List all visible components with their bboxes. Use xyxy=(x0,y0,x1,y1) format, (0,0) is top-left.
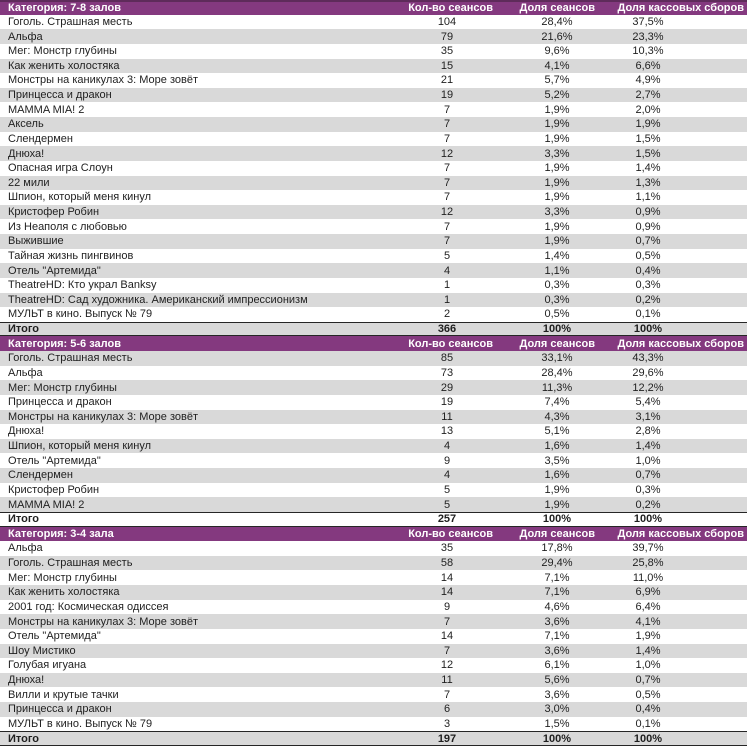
sessions-share-cell: 0,5% xyxy=(544,308,570,321)
table-row xyxy=(0,570,747,585)
movie-title-cell: Из Неаполя с любовью xyxy=(8,220,127,233)
sessions-share-cell: 100% xyxy=(542,323,572,336)
table-row xyxy=(0,556,747,571)
category-label: Категория: 7-8 залов xyxy=(8,2,121,15)
table-row xyxy=(0,351,747,366)
table-row xyxy=(0,263,747,278)
sessions-share-cell: 0,3% xyxy=(544,293,570,306)
sessions-count-cell: 35 xyxy=(440,542,454,555)
sessions-share-cell: 28,4% xyxy=(541,366,573,379)
table-row xyxy=(0,614,747,629)
col-header-sessions-share: Доля сеансов xyxy=(519,2,595,15)
sessions-count-cell: 85 xyxy=(440,352,454,365)
total-row xyxy=(0,731,747,746)
movie-title-cell: Аксель xyxy=(8,118,44,131)
col-header-boxoffice-share: Доля кассовых сборов xyxy=(617,337,744,350)
sessions-share-cell: 4,3% xyxy=(544,410,570,423)
movie-title-cell: Гоголь. Страшная месть xyxy=(8,15,133,28)
sessions-count-cell: 15 xyxy=(440,59,454,72)
movie-title-cell: Выжившие xyxy=(8,235,64,248)
col-header-boxoffice-share: Доля кассовых сборов xyxy=(617,2,744,15)
table-row xyxy=(0,219,747,234)
boxoffice-share-cell: 0,7% xyxy=(635,674,661,687)
sessions-share-cell: 7,4% xyxy=(544,396,570,409)
sessions-share-cell: 4,1% xyxy=(544,59,570,72)
movie-title-cell: Отель "Артемида" xyxy=(8,264,101,277)
table-row xyxy=(0,673,747,688)
table-row xyxy=(0,658,747,673)
boxoffice-share-cell: 6,9% xyxy=(635,586,661,599)
sessions-count-cell: 11 xyxy=(441,410,453,423)
boxoffice-share-cell: 1,5% xyxy=(635,132,661,145)
sessions-share-cell: 1,9% xyxy=(544,162,570,175)
sessions-share-cell: 3,3% xyxy=(544,206,570,219)
movie-title-cell: Итого xyxy=(8,323,40,336)
boxoffice-share-cell: 0,3% xyxy=(635,483,661,496)
sessions-count-cell: 7 xyxy=(443,118,451,131)
sessions-share-cell: 1,4% xyxy=(544,249,570,262)
sessions-share-cell: 33,1% xyxy=(541,352,573,365)
sessions-count-cell: 14 xyxy=(440,586,454,599)
sessions-count-cell: 35 xyxy=(440,45,454,58)
table-row xyxy=(0,205,747,220)
movie-title-cell: Мег: Монстр глубины xyxy=(8,381,117,394)
sessions-count-cell: 7 xyxy=(443,176,451,189)
movie-title-cell: Шоу Мистико xyxy=(8,644,76,657)
sessions-share-cell: 100% xyxy=(542,732,572,745)
sessions-count-cell: 7 xyxy=(443,162,451,175)
table-row xyxy=(0,629,747,644)
boxoffice-share-cell: 1,9% xyxy=(635,630,661,643)
movie-title-cell: Итого xyxy=(8,732,40,745)
table-row xyxy=(0,132,747,147)
sessions-count-cell: 9 xyxy=(443,454,451,467)
sessions-share-cell: 5,1% xyxy=(544,425,570,438)
movie-title-cell: МУЛЬТ в кино. Выпуск № 79 xyxy=(8,308,153,321)
movie-title-cell: Шпион, который меня кинул xyxy=(8,191,152,204)
boxoffice-share-cell: 1,4% xyxy=(635,162,661,175)
boxoffice-share-cell: 1,5% xyxy=(635,147,661,160)
table-row xyxy=(0,483,747,498)
boxoffice-share-cell: 23,3% xyxy=(632,30,664,43)
sessions-share-cell: 5,7% xyxy=(544,74,570,87)
boxoffice-share-cell: 1,1% xyxy=(635,191,661,204)
sessions-share-cell: 29,4% xyxy=(541,557,573,570)
boxoffice-share-cell: 0,3% xyxy=(635,279,661,292)
sessions-share-cell: 7,1% xyxy=(544,586,570,599)
movie-title-cell: Мег: Монстр глубины xyxy=(8,571,117,584)
sessions-share-cell: 3,6% xyxy=(544,688,570,701)
boxoffice-share-cell: 3,1% xyxy=(635,410,661,423)
table-row xyxy=(0,176,747,191)
sessions-count-cell: 197 xyxy=(437,732,457,745)
movie-title-cell: Монстры на каникулах 3: Море зовёт xyxy=(8,410,198,423)
table-row xyxy=(0,190,747,205)
sessions-share-cell: 21,6% xyxy=(541,30,573,43)
sessions-count-cell: 1 xyxy=(443,293,451,306)
movie-title-cell: Монстры на каникулах 3: Море зовёт xyxy=(8,74,198,87)
sessions-count-cell: 6 xyxy=(443,703,451,716)
sessions-count-cell: 2 xyxy=(443,308,451,321)
sessions-count-cell: 12 xyxy=(440,147,454,160)
sessions-count-cell: 79 xyxy=(440,30,454,43)
table-row xyxy=(0,59,747,74)
sessions-count-cell: 14 xyxy=(440,571,454,584)
category-label: Категория: 3-4 зала xyxy=(8,527,114,540)
sessions-count-cell: 366 xyxy=(437,323,457,336)
sessions-share-cell: 1,9% xyxy=(544,103,570,116)
boxoffice-share-cell: 10,3% xyxy=(632,45,664,58)
movie-title-cell: Опасная игра Слоун xyxy=(8,162,113,175)
boxoffice-share-cell: 4,9% xyxy=(635,74,661,87)
movie-title-cell: Монстры на каникулах 3: Море зовёт xyxy=(8,615,198,628)
movie-title-cell: Принцесса и дракон xyxy=(8,89,112,102)
sessions-count-cell: 19 xyxy=(440,396,454,409)
movie-title-cell: TheatreHD: Сад художника. Американский импрессионизм xyxy=(8,293,308,306)
movie-title-cell: Принцесса и дракон xyxy=(8,396,112,409)
boxoffice-share-cell: 0,7% xyxy=(635,469,661,482)
movie-title-cell: 2001 год: Космическая одиссея xyxy=(8,600,169,613)
table-row xyxy=(0,161,747,176)
sessions-count-cell: 4 xyxy=(443,440,451,453)
sessions-share-cell: 1,9% xyxy=(544,191,570,204)
sessions-count-cell: 7 xyxy=(443,191,451,204)
movie-title-cell: Альфа xyxy=(8,366,43,379)
movie-title-cell: Альфа xyxy=(8,542,43,555)
boxoffice-share-cell: 1,0% xyxy=(635,659,661,672)
sessions-count-cell: 5 xyxy=(443,249,451,262)
movie-title-cell: Отель "Артемида" xyxy=(8,630,101,643)
movie-title-cell: Как женить холостяка xyxy=(8,59,120,72)
boxoffice-share-cell: 100% xyxy=(633,732,663,745)
movie-title-cell: Отель "Артемида" xyxy=(8,454,101,467)
boxoffice-share-cell: 25,8% xyxy=(632,557,664,570)
boxoffice-share-cell: 39,7% xyxy=(632,542,664,555)
table-row xyxy=(0,278,747,293)
table-row xyxy=(0,687,747,702)
sessions-count-cell: 12 xyxy=(440,659,454,672)
movie-title-cell: Тайная жизнь пингвинов xyxy=(8,249,134,262)
movie-title-cell: Гоголь. Страшная месть xyxy=(8,557,133,570)
sessions-count-cell: 5 xyxy=(443,498,451,511)
sessions-share-cell: 1,9% xyxy=(544,483,570,496)
table-row xyxy=(0,702,747,717)
sessions-count-cell: 3 xyxy=(443,717,451,730)
table-row xyxy=(0,380,747,395)
boxoffice-share-cell: 0,9% xyxy=(635,206,661,219)
boxoffice-share-cell: 1,0% xyxy=(635,454,661,467)
boxoffice-share-cell: 0,1% xyxy=(635,717,661,730)
sessions-share-cell: 3,5% xyxy=(544,454,570,467)
table-row xyxy=(0,424,747,439)
boxoffice-share-cell: 2,0% xyxy=(635,103,661,116)
movie-title-cell: Слендермен xyxy=(8,469,73,482)
boxoffice-share-cell: 0,9% xyxy=(635,220,661,233)
movie-title-cell: Гоголь. Страшная месть xyxy=(8,352,133,365)
sessions-count-cell: 58 xyxy=(440,557,454,570)
table-row xyxy=(0,600,747,615)
table-row xyxy=(0,15,747,30)
movie-title-cell: 22 мили xyxy=(8,176,50,189)
sessions-count-cell: 9 xyxy=(443,600,451,613)
sessions-share-cell: 1,5% xyxy=(544,717,570,730)
sessions-share-cell: 3,0% xyxy=(544,703,570,716)
movie-title-cell: Днюха! xyxy=(8,147,45,160)
boxoffice-share-cell: 0,5% xyxy=(635,688,661,701)
movie-title-cell: Как женить холостяка xyxy=(8,586,120,599)
sessions-count-cell: 11 xyxy=(441,674,453,687)
movie-title-cell: МУЛЬТ в кино. Выпуск № 79 xyxy=(8,717,153,730)
section-header-row xyxy=(0,336,747,351)
boxoffice-share-cell: 2,7% xyxy=(635,89,661,102)
table-row xyxy=(0,293,747,308)
sessions-count-cell: 7 xyxy=(443,688,451,701)
sessions-count-cell: 104 xyxy=(437,15,457,28)
sessions-share-cell: 5,6% xyxy=(544,674,570,687)
boxoffice-share-cell: 29,6% xyxy=(632,366,664,379)
boxoffice-share-cell: 0,4% xyxy=(635,264,661,277)
total-row xyxy=(0,512,747,527)
sessions-share-cell: 17,8% xyxy=(541,542,573,555)
table-row xyxy=(0,395,747,410)
movie-title-cell: TheatreHD: Кто украл Banksy xyxy=(8,279,157,292)
table-row xyxy=(0,453,747,468)
sessions-count-cell: 7 xyxy=(443,235,451,248)
boxoffice-share-cell: 37,5% xyxy=(632,15,664,28)
sessions-share-cell: 1,9% xyxy=(544,220,570,233)
boxoffice-share-cell: 0,5% xyxy=(635,249,661,262)
movie-title-cell: Принцесса и дракон xyxy=(8,703,112,716)
sessions-count-cell: 19 xyxy=(440,89,454,102)
col-header-sessions: Кол-во сеансов xyxy=(408,527,493,540)
sessions-count-cell: 257 xyxy=(437,513,457,526)
boxoffice-share-cell: 12,2% xyxy=(632,381,664,394)
table-row xyxy=(0,307,747,322)
movie-title-cell: Кристофер Робин xyxy=(8,206,100,219)
table-row xyxy=(0,541,747,556)
sessions-share-cell: 3,3% xyxy=(544,147,570,160)
movie-title-cell: Слендермен xyxy=(8,132,73,145)
sessions-count-cell: 14 xyxy=(440,630,454,643)
category-label: Категория: 5-6 залов xyxy=(8,337,121,350)
col-header-boxoffice-share: Доля кассовых сборов xyxy=(617,527,744,540)
sessions-count-cell: 13 xyxy=(440,425,454,438)
table-row xyxy=(0,468,747,483)
sessions-share-cell: 28,4% xyxy=(541,15,573,28)
section-header-row xyxy=(0,527,747,542)
sessions-share-cell: 1,9% xyxy=(544,498,570,511)
sessions-share-cell: 1,9% xyxy=(544,132,570,145)
boxoffice-share-cell: 0,1% xyxy=(635,308,661,321)
sessions-share-cell: 3,6% xyxy=(544,615,570,628)
sessions-share-cell: 6,1% xyxy=(544,659,570,672)
movie-title-cell: Кристофер Робин xyxy=(8,483,100,496)
col-header-sessions-share: Доля сеансов xyxy=(519,337,595,350)
sessions-share-cell: 1,6% xyxy=(544,440,570,453)
table-row xyxy=(0,88,747,103)
sessions-share-cell: 3,6% xyxy=(544,644,570,657)
sessions-count-cell: 4 xyxy=(443,469,451,482)
boxoffice-share-cell: 1,4% xyxy=(635,440,661,453)
sessions-share-cell: 0,3% xyxy=(544,279,570,292)
sessions-share-cell: 1,1% xyxy=(544,264,570,277)
col-header-sessions: Кол-во сеансов xyxy=(408,337,493,350)
table-row xyxy=(0,410,747,425)
movie-title-cell: MAMMA MIA! 2 xyxy=(8,103,85,116)
sessions-count-cell: 4 xyxy=(443,264,451,277)
table-row xyxy=(0,439,747,454)
sessions-share-cell: 7,1% xyxy=(544,571,570,584)
boxoffice-share-cell: 100% xyxy=(633,323,663,336)
sessions-share-cell: 7,1% xyxy=(544,630,570,643)
movie-title-cell: MAMMA MIA! 2 xyxy=(8,498,85,511)
section-header-row xyxy=(0,0,747,15)
boxoffice-share-cell: 6,6% xyxy=(635,59,661,72)
sessions-count-cell: 1 xyxy=(443,279,451,292)
boxoffice-share-cell: 6,4% xyxy=(635,600,661,613)
table-row xyxy=(0,117,747,132)
total-row xyxy=(0,322,747,337)
table-row xyxy=(0,249,747,264)
movie-title-cell: Голубая игуана xyxy=(8,659,87,672)
boxoffice-share-cell: 43,3% xyxy=(632,352,664,365)
sessions-share-cell: 100% xyxy=(542,513,572,526)
movie-title-cell: Вилли и крутые тачки xyxy=(8,688,119,701)
col-header-sessions-share: Доля сеансов xyxy=(519,527,595,540)
sessions-share-cell: 4,6% xyxy=(544,600,570,613)
boxoffice-share-cell: 1,4% xyxy=(635,644,661,657)
sessions-count-cell: 7 xyxy=(443,220,451,233)
table-row xyxy=(0,44,747,59)
table-row xyxy=(0,146,747,161)
movie-title-cell: Мег: Монстр глубины xyxy=(8,45,117,58)
boxoffice-share-cell: 0,4% xyxy=(635,703,661,716)
sessions-share-cell: 1,9% xyxy=(544,176,570,189)
table-row xyxy=(0,644,747,659)
boxoffice-share-cell: 0,7% xyxy=(635,235,661,248)
movie-title-cell: Шпион, который меня кинул xyxy=(8,440,152,453)
movie-title-cell: Итого xyxy=(8,513,40,526)
boxoffice-share-cell: 0,2% xyxy=(635,293,661,306)
boxoffice-share-cell: 100% xyxy=(633,513,663,526)
sessions-share-cell: 1,9% xyxy=(544,118,570,131)
boxoffice-share-cell: 1,9% xyxy=(635,118,661,131)
boxoffice-share-cell: 1,3% xyxy=(635,176,661,189)
table-row xyxy=(0,717,747,732)
boxoffice-share-cell: 0,2% xyxy=(635,498,661,511)
movie-title-cell: Альфа xyxy=(8,30,43,43)
movie-title-cell: Днюха! xyxy=(8,674,45,687)
sessions-count-cell: 5 xyxy=(443,483,451,496)
sessions-count-cell: 29 xyxy=(440,381,454,394)
sessions-share-cell: 5,2% xyxy=(544,89,570,102)
table-row xyxy=(0,497,747,512)
sessions-count-cell: 12 xyxy=(440,206,454,219)
table-row xyxy=(0,366,747,381)
sessions-share-cell: 11,3% xyxy=(541,381,573,394)
sessions-count-cell: 7 xyxy=(443,644,451,657)
boxoffice-share-cell: 5,4% xyxy=(635,396,661,409)
col-header-sessions: Кол-во сеансов xyxy=(408,2,493,15)
sessions-count-cell: 73 xyxy=(440,366,454,379)
sessions-count-cell: 7 xyxy=(443,132,451,145)
table-row xyxy=(0,29,747,44)
sessions-count-cell: 7 xyxy=(443,615,451,628)
sessions-count-cell: 21 xyxy=(440,74,454,87)
sessions-count-cell: 7 xyxy=(443,103,451,116)
sessions-share-cell: 1,6% xyxy=(544,469,570,482)
boxoffice-share-cell: 2,8% xyxy=(635,425,661,438)
table-row xyxy=(0,102,747,117)
boxoffice-share-cell: 4,1% xyxy=(635,615,661,628)
table-row xyxy=(0,73,747,88)
movie-title-cell: Днюха! xyxy=(8,425,45,438)
table-row xyxy=(0,234,747,249)
sessions-share-cell: 1,9% xyxy=(544,235,570,248)
sessions-share-cell: 9,6% xyxy=(544,45,570,58)
boxoffice-share-cell: 11,0% xyxy=(632,571,664,584)
table-row xyxy=(0,585,747,600)
